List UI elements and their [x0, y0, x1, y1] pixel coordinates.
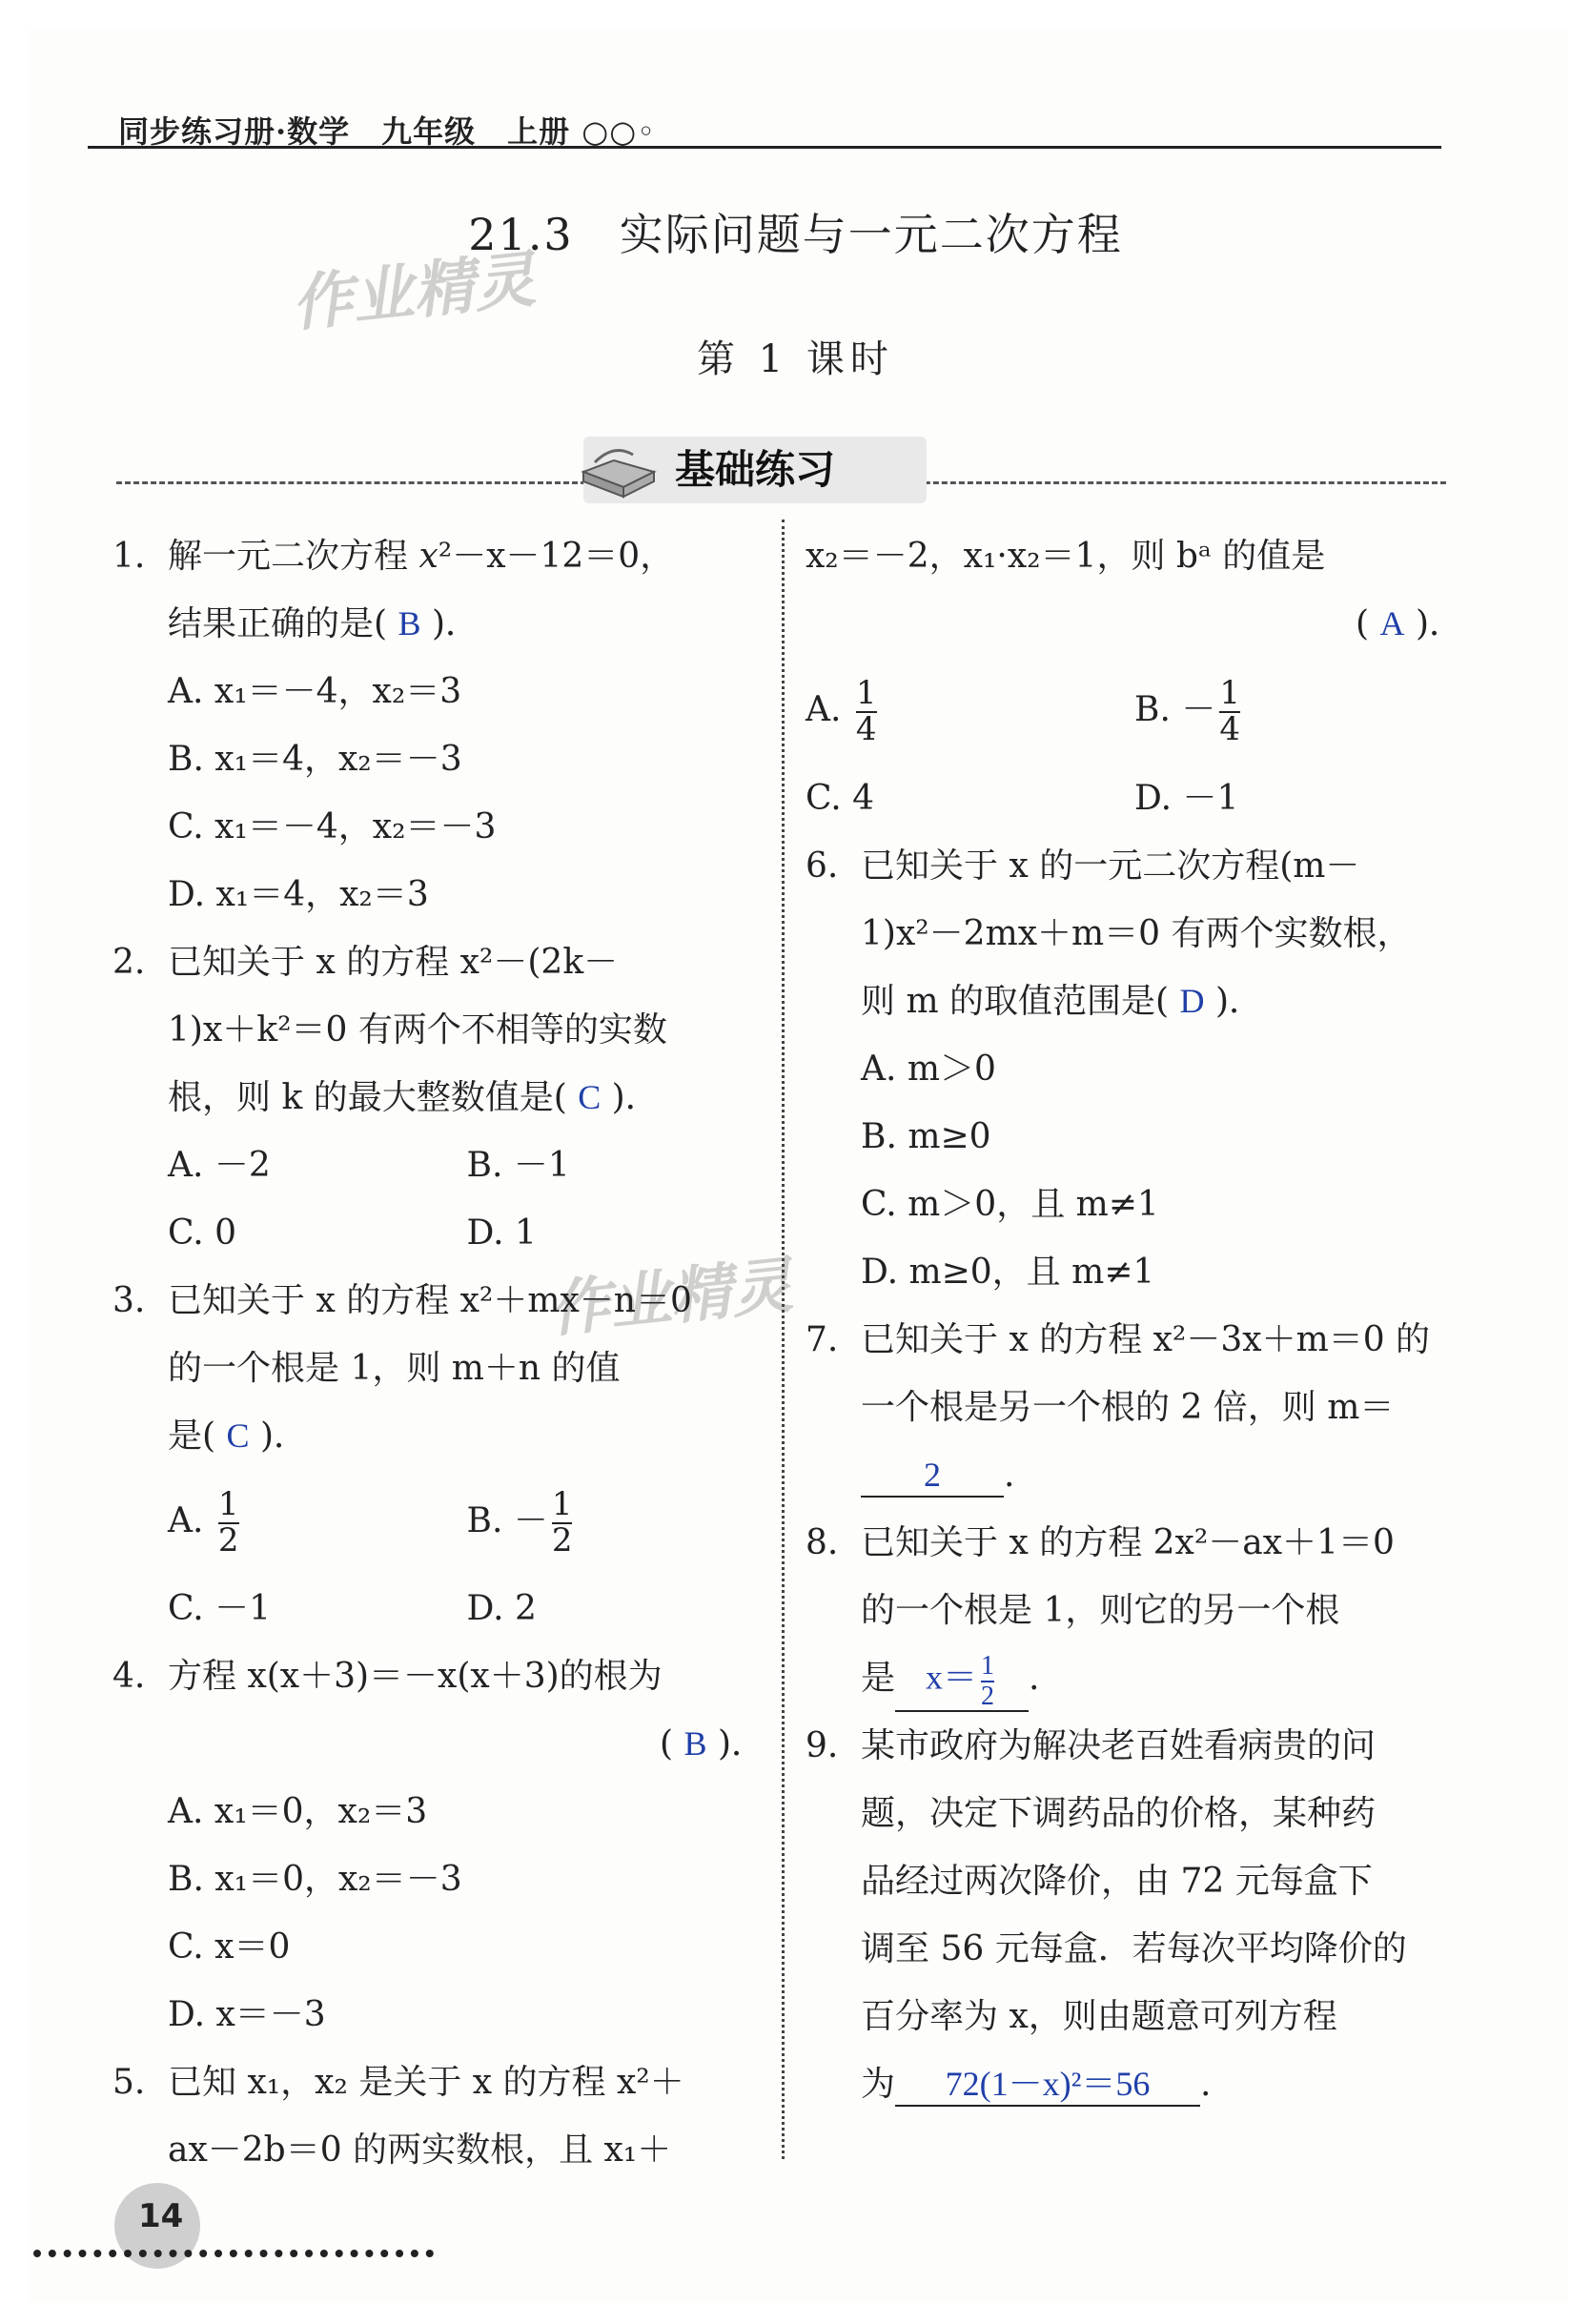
- answer-blank: [895, 1652, 1029, 1712]
- question-stem: [806, 2050, 1463, 2118]
- stem-text: 解一元二次方程: [168, 537, 419, 576]
- stem-text: ²－x－12＝0，: [438, 537, 675, 576]
- fraction: [217, 1484, 239, 1560]
- question-stem: 百分率为 x，则由题意可列方程: [861, 1997, 1337, 2037]
- stem-text: (: [659, 1724, 674, 1763]
- stem-text: 是(: [168, 1417, 216, 1456]
- option-label: A.: [806, 689, 842, 729]
- question-stem: x₂＝－2，x₁·x₂＝1，则 bᵃ 的值是: [806, 537, 1326, 576]
- stem-text: 是: [861, 1659, 896, 1698]
- fraction: [551, 1484, 573, 1560]
- option-row: [806, 658, 1463, 764]
- answer: x＝: [926, 1659, 978, 1697]
- option-d: D. －1: [1134, 779, 1239, 818]
- option-a: A. x₁＝－4，x₂＝3: [168, 672, 462, 711]
- numerator: 1: [551, 1484, 573, 1523]
- stem-text: 根，则 k 的最大整数值是(: [168, 1078, 567, 1117]
- option-row: [112, 1575, 765, 1642]
- question-stem: 方程 x(x＋3)＝－x(x＋3)的根为: [168, 1657, 663, 1696]
- column-divider: [782, 520, 785, 2159]
- option-d: D. 1: [466, 1213, 537, 1253]
- fraction: [981, 1652, 994, 1710]
- question-stem: 1)x²－2mx＋m＝0 有两个实数根，: [861, 914, 1412, 953]
- question-stem: ax－2b＝0 的两实数根，且 x₁＋: [168, 2130, 672, 2170]
- numerator: 1: [855, 673, 877, 712]
- option-b: [466, 1484, 766, 1560]
- option-row: [806, 764, 1463, 832]
- question-stem: 调至 56 元每盒．若每次平均降价的: [861, 1929, 1407, 1969]
- question-number: 8.: [806, 1523, 839, 1562]
- option-row: [112, 1470, 765, 1575]
- option-d: D. m≥0，且 m≠1: [861, 1253, 1155, 1292]
- option-b: B. －1: [466, 1146, 570, 1185]
- denominator: 4: [855, 709, 877, 748]
- answer-blank: 2: [861, 1454, 1004, 1498]
- right-column: [806, 522, 1463, 2118]
- option-b: [1134, 673, 1463, 748]
- lesson-title: 第 1 课时: [697, 337, 894, 381]
- question-1: [112, 522, 765, 928]
- footer-dots: [33, 2250, 434, 2257]
- question-stem: [806, 1441, 1463, 1509]
- stem-text: )．: [259, 1417, 309, 1456]
- stem-text: )．: [717, 1724, 765, 1763]
- question-number: 3.: [112, 1281, 146, 1320]
- stem-text: )．: [431, 604, 480, 643]
- question-stem: 一个根是另一个根的 2 倍，则 m＝: [861, 1388, 1395, 1427]
- question-stem: 已知关于 x 的方程 2x²－ax＋1＝0: [861, 1523, 1395, 1562]
- stem-text: (: [1356, 604, 1370, 643]
- denominator: 2: [981, 1681, 995, 1711]
- question-number: 9.: [806, 1726, 839, 1766]
- option-a: [168, 1484, 467, 1560]
- option-label: A.: [168, 1500, 204, 1540]
- option-label: B. －: [466, 1500, 548, 1540]
- question-2: [112, 928, 765, 1267]
- denominator: 2: [217, 1520, 239, 1560]
- option-a: A. －2: [168, 1146, 271, 1185]
- option-row: [112, 1199, 765, 1267]
- left-column: [112, 522, 765, 2184]
- stem-text: )．: [1214, 982, 1264, 1021]
- question-number: 1.: [112, 537, 146, 576]
- option-b: B. x₁＝4，x₂＝－3: [168, 740, 462, 779]
- fraction: [855, 673, 877, 748]
- running-header: [88, 100, 1441, 149]
- denominator: 2: [551, 1520, 573, 1560]
- question-stem: [112, 1710, 765, 1778]
- option-label: B. －: [1134, 689, 1216, 729]
- denominator: 4: [1219, 709, 1240, 748]
- question-number: 6.: [806, 846, 839, 886]
- practice-band-title: 基础练习: [583, 437, 927, 503]
- question-stem: [806, 590, 1463, 658]
- question-3: [112, 1267, 765, 1642]
- book-icon: [576, 434, 662, 502]
- option-row: [112, 1131, 765, 1199]
- option-a: [806, 673, 1134, 748]
- stem-text: 为: [861, 2065, 896, 2105]
- option-c: C. 0: [168, 1213, 237, 1253]
- option-c: C. 4: [806, 779, 875, 818]
- fraction: [1219, 673, 1240, 748]
- numerator: 1: [1219, 673, 1240, 712]
- answer: C: [226, 1417, 250, 1455]
- header-text: 同步练习册·数学 九年级 上册 ○○◦: [118, 113, 657, 150]
- answer: C: [578, 1078, 602, 1116]
- stem-text: .: [1029, 1659, 1040, 1698]
- option-c: C. －1: [168, 1589, 272, 1628]
- answer-blank: 72(1－x)²＝56: [895, 2063, 1200, 2107]
- option-c: C. x＝0: [168, 1927, 291, 1967]
- watermark: 作业精灵: [288, 244, 539, 341]
- answer: D: [1179, 982, 1205, 1020]
- numerator: 1: [981, 1651, 995, 1682]
- answer: B: [683, 1724, 707, 1763]
- watermark: 作业精灵: [545, 1250, 796, 1347]
- stem-text: )．: [1415, 604, 1463, 643]
- option-b: B. x₁＝0，x₂＝－3: [168, 1860, 462, 1899]
- answer: B: [398, 604, 421, 642]
- option-d: D. x＝－3: [168, 1995, 326, 2034]
- answer: A: [1379, 604, 1405, 642]
- question-9: [806, 1712, 1463, 2118]
- question-stem: 1)x＋k²＝0 有两个不相等的实数: [168, 1010, 667, 1050]
- stem-text: .: [1004, 1456, 1015, 1495]
- question-stem: 品经过两次降价，由 72 元每盒下: [861, 1862, 1373, 1902]
- question-stem: [112, 590, 765, 658]
- option-d: D. x₁＝4，x₂＝3: [168, 875, 429, 914]
- question-stem: 已知关于 x 的方程 x²－(2k－: [168, 943, 619, 982]
- question-6: [806, 832, 1463, 1306]
- question-8: [806, 1509, 1463, 1712]
- section-title: 21.3 实际问题与一元二次方程: [468, 209, 1123, 260]
- option-a: A. m＞0: [861, 1050, 996, 1089]
- question-stem: 的一个根是 1，则 m＋n 的值: [168, 1349, 621, 1388]
- question-number: 7.: [806, 1320, 839, 1359]
- question-stem: 的一个根是 1，则它的另一个根: [861, 1591, 1340, 1630]
- question-stem: 已知关于 x 的方程 x²－3x＋m＝0 的: [861, 1320, 1431, 1359]
- stem-text: x: [418, 537, 439, 576]
- option-a: A. x₁＝0，x₂＝3: [168, 1792, 428, 1831]
- stem-text: .: [1200, 2065, 1212, 2105]
- question-5: [112, 2049, 765, 2184]
- question-stem: 已知关于 x 的方程 x²＋mx－n＝0: [168, 1281, 692, 1320]
- page-number: 14: [138, 2197, 184, 2235]
- option-c: C. m＞0，且 m≠1: [861, 1185, 1159, 1224]
- option-b: B. m≥0: [861, 1117, 991, 1156]
- numerator: 1: [217, 1484, 239, 1523]
- question-7: [806, 1306, 1463, 1509]
- question-stem: 某市政府为解决老百姓看病贵的问: [861, 1726, 1377, 1766]
- question-stem: [112, 1064, 765, 1131]
- stem-text: )．: [611, 1078, 660, 1117]
- question-number: 5.: [112, 2063, 146, 2102]
- stem-text: 则 m 的取值范围是(: [861, 982, 1170, 1021]
- question-stem: 题，决定下调药品的价格，某种药: [861, 1794, 1377, 1834]
- question-number: 4.: [112, 1657, 146, 1696]
- option-d: D. 2: [466, 1589, 537, 1628]
- question-stem: 已知 x₁，x₂ 是关于 x 的方程 x²＋: [168, 2063, 684, 2102]
- question-stem: 已知关于 x 的一元二次方程(m－: [861, 846, 1360, 886]
- question-stem: [112, 522, 765, 590]
- question-stem: [806, 1644, 1463, 1712]
- question-number: 2.: [112, 943, 146, 982]
- question-stem: [112, 1402, 765, 1470]
- question-5-continued: [806, 522, 1463, 832]
- question-4: [112, 1642, 765, 2049]
- stem-text: 结果正确的是(: [168, 604, 388, 643]
- question-stem: [806, 968, 1463, 1035]
- option-c: C. x₁＝－4，x₂＝－3: [168, 807, 497, 846]
